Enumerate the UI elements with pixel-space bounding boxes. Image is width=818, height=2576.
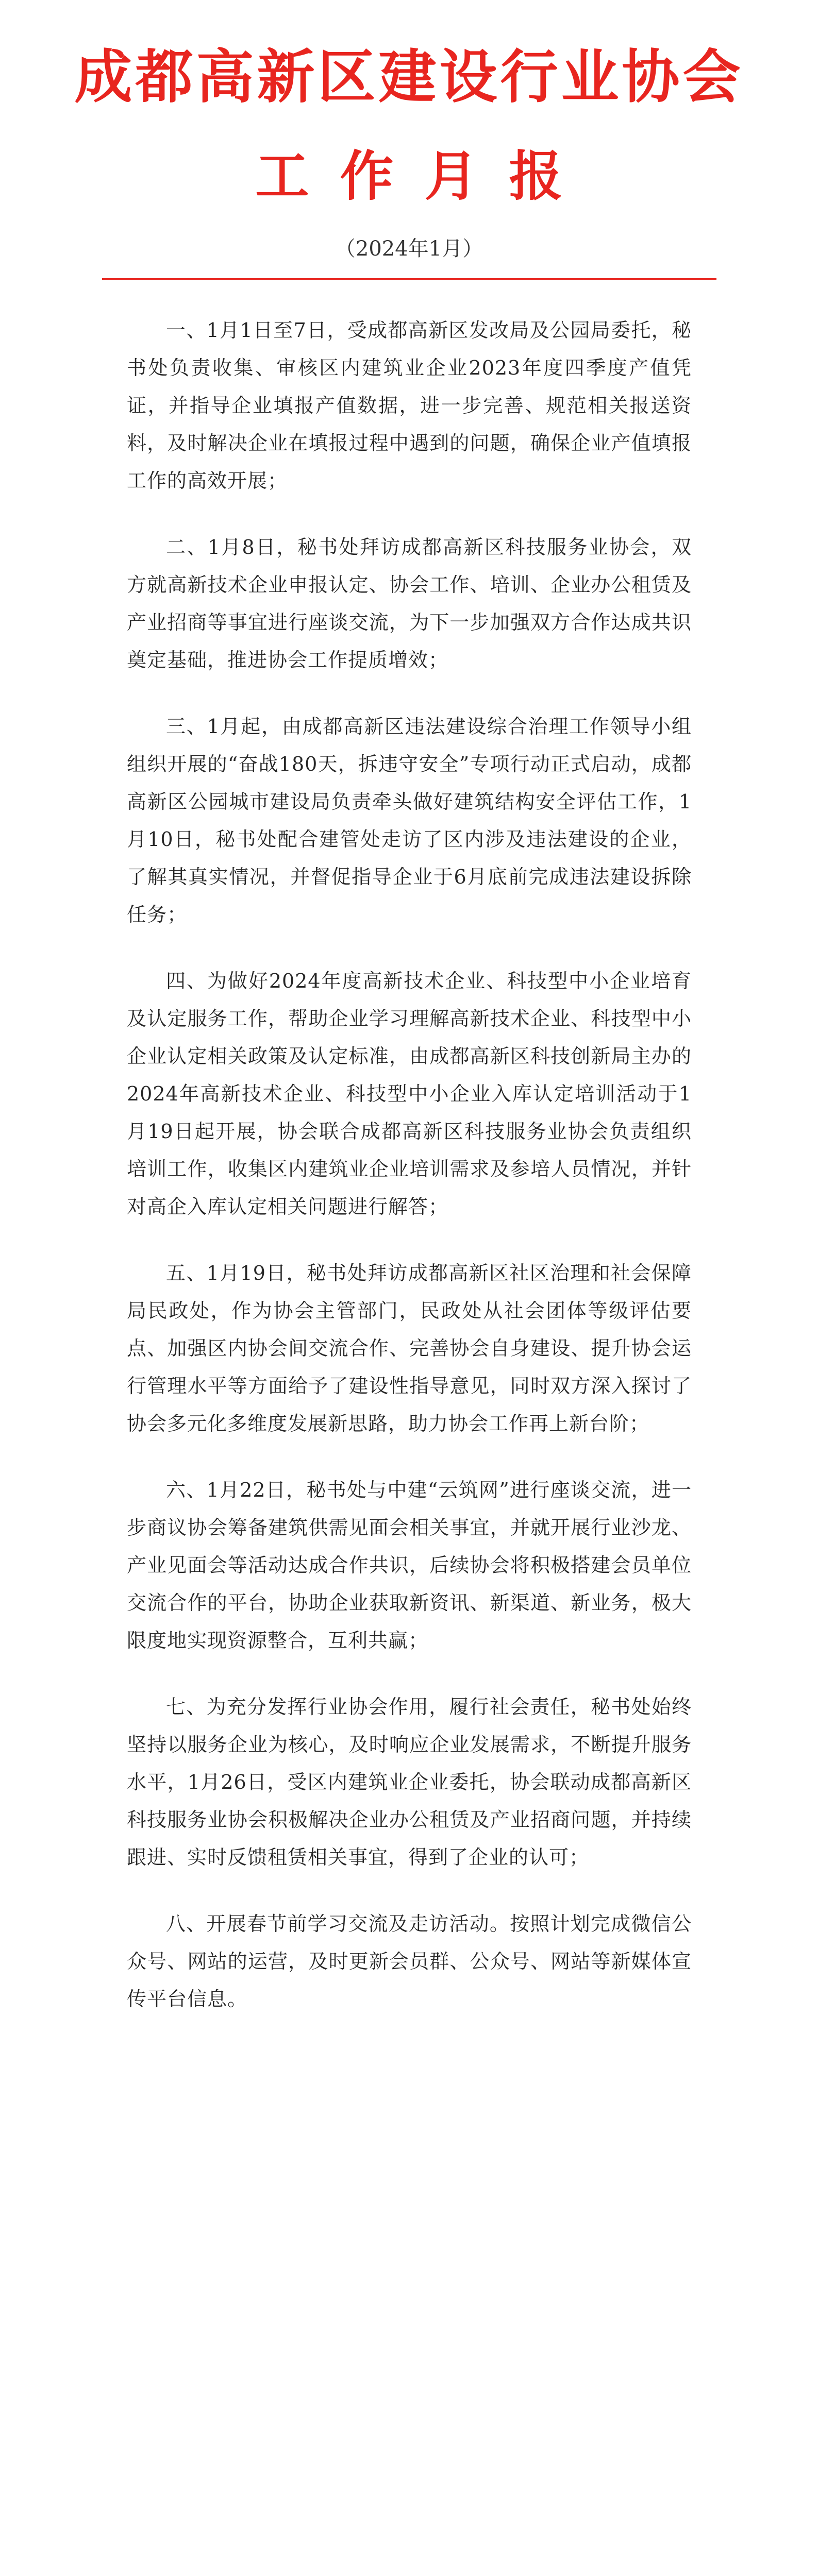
report-item-6: 六、1月22日，秘书处与中建“云筑网”进行座谈交流，进一步商议协会筹备建筑供需见面会相关事宜，并就开展行业沙龙、产业见面会等活动达成合作共识，后续协会将积极搭建会员单位交流合作的平台，协助企业获取新资讯、新渠道、新业务，极大限度地实现资源整合，互利共赢；	[127, 1479, 692, 1652]
report-item-4: 四、为做好2024年度高新技术企业、科技型中小企业培育及认定服务工作，帮助企业学习理解高新技术企业、科技型中小企业认定相关政策及认定标准，由成都高新区科技创新局主办的2024年高新技术企业、科技型中小企业入库认定培训活动于1月19日起开展，协会联合成都高新区科技服务业协会负责组织培训工作，收集区内建筑业企业培训需求及参培人员情况，并针对高企入库认定相关问题进行解答；	[127, 970, 692, 1218]
report-item-5: 五、1月19日，秘书处拜访成都高新区社区治理和社会保障局民政处，作为协会主管部门，民政处从社会团体等级评估要点、加强区内协会间交流合作、完善协会自身建设、提升协会运行管理水平等方面给予了建设性指导意见，同时双方深入探讨了协会多元化多维度发展新思路，助力协会工作再上新台阶；	[127, 1262, 692, 1435]
report-item-8: 八、开展春节前学习交流及走访活动。按照计划完成微信公众号、网站的运营，及时更新会员群、公众号、网站等新媒体宣传平台信息。	[127, 1912, 692, 2010]
organization-title: 成都高新区建设行业协会	[74, 43, 744, 111]
report-title: 工作月报	[255, 144, 594, 208]
report-item-3: 三、1月起，由成都高新区违法建设综合治理工作领导小组组织开展的“奋战180天，拆违守安全”专项行动正式启动，成都高新区公园城市建设局负责牵头做好建筑结构安全评估工作，1月10日，秘书处配合建管处走访了区内涉及违法建设的企业，了解其真实情况，并督促指导企业于6月底前完成违法建设拆除任务；	[127, 715, 692, 926]
report-body	[127, 312, 692, 2047]
issue-date: （2024年1月）	[335, 237, 483, 261]
report-item-2: 二、1月8日，秘书处拜访成都高新区科技服务业协会，双方就高新技术企业申报认定、协会工作、培训、企业办公租赁及产业招商等事宜进行座谈交流，为下一步加强双方合作达成共识奠定基础，推进协会工作提质增效；	[127, 536, 692, 671]
report-item-1: 一、1月1日至7日，受成都高新区发改局及公园局委托，秘书处负责收集、审核区内建筑业企业2023年度四季度产值凭证，并指导企业填报产值数据，进一步完善、规范相关报送资料，及时解决企业在填报过程中遇到的问题，确保企业产值填报工作的高效开展；	[127, 319, 692, 492]
header-divider	[102, 278, 716, 280]
report-item-7: 七、为充分发挥行业协会作用，履行社会责任，秘书处始终坚持以服务企业为核心，及时响应企业发展需求，不断提升服务水平，1月26日，受区内建筑业企业委托，协会联动成都高新区科技服务业协会积极解决企业办公租赁及产业招商问题，并持续跟进、实时反馈租赁相关事宜，得到了企业的认可；	[127, 1696, 692, 1869]
